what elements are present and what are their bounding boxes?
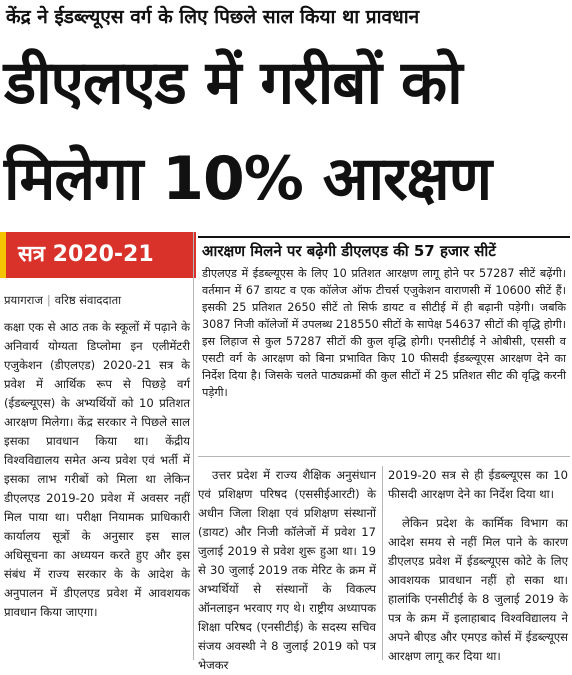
- kicker-headline: केंद्र ने ईडब्ल्यूएस वर्ग के लिए पिछले साल किया था प्रावधान: [6, 6, 420, 28]
- main-headline-line-2: मिलेगा 10% आरक्षण: [4, 144, 492, 214]
- article-column-1: [4, 318, 190, 622]
- badge-accent-tab: [0, 232, 6, 278]
- session-badge-label: सत्र 2020-21: [18, 242, 154, 267]
- byline-author: वरिष्ठ संवाददाता: [54, 293, 122, 307]
- byline-separator: |: [46, 293, 51, 307]
- highlight-box-rule: [198, 456, 570, 457]
- article-column-2: [198, 466, 376, 675]
- article-paragraph: 2019-20 सत्र से ही ईडब्ल्यूएस का 10 फीसदी आरक्षण देने का निर्देश दिया था।: [388, 468, 568, 501]
- article-paragraph: कक्षा एक से आठ तक के स्कूलों में पढ़ाने के अनिवार्य योग्यता डिप्लोमा इन एलीमेंटरी एजुकेशन (डीएलएड) 2020-21 सत्र के प्रवेश में आर्थिक रूप से पिछड़े वर्ग (ईडब्ल्यूएस) के अभ्यर्थियों को 10 प्रतिशत आरक्षण मिलेगा। केंद्र सरकार ने पिछले साल इसका प्रावधान किया था। केंद्रीय विश्वविद्यालय समेत अन्य प्रवेश एवं भर्ती में इसका लाभ गरीबों को मिला था लेकिन डीएलएड 2019-20 प्रवेश में अवसर नहीं मिल पाया था। परीक्षा नियामक प्राधिकारी कार्यालय सूत्रों के अनुसार इस साल अधिसूचना का अध्ययन करते हुए और इस संबंध में राज्य सरकार के के आदेश के अनुपालन में डीएलएड प्रवेश में आवशयक प्रावधान किया जाएगा।: [4, 320, 190, 619]
- article-column-3: [388, 466, 568, 666]
- highlight-box-title: आरक्षण मिलने पर बढ़ेगी डीएलएड की 57 हजार सीटें: [202, 242, 496, 260]
- article-paragraph: उत्तर प्रदेश में राज्य शैक्षिक अनुसंधान एवं प्रशिक्षण परिषद (एससीईआरटी) के अधीन जिला शिक्षा एवं प्रशिक्षण संस्थानों (डायट) और निजी कॉलेजों में प्रवेश 17 जुलाई 2019 से प्रवेश शुरू हुआ था। 19 से 30 जुलाई 2019 तक मेरिट के क्रम में अभ्यर्थियों से संस्थानों के विकल्प ऑनलाइन भरवाए गए थे। राष्ट्रीय अध्यापक शिक्षा परिषद (एनसीटीई) के सदस्य सचिव संजय अवस्थी ने 8 जुलाई 2019 को पत्र भेजकर: [198, 468, 376, 672]
- main-headline-line-1: डीएलएड में गरीबों को: [4, 48, 462, 118]
- byline-city: प्रयागराज: [4, 293, 43, 307]
- article-paragraph: लेकिन प्रदेश के कार्मिक विभाग का आदेश समय से नहीं मिल पाने के कारण डीएलएड प्रवेश में ईडब्ल्यूएस कोटे के लिए आवशयक प्रावधान नहीं हो सका था। हालांकि एनसीटीई के 8 जुलाई 2019 के पत्र के क्रम में इलाहाबाद विश्वविद्यालय ने अपने बीएड और एमएड कोर्स में ईडब्ल्यूएस आरक्षण लागू कर दिया था।: [388, 516, 568, 663]
- column-divider: [193, 232, 194, 660]
- column-divider: [382, 466, 383, 660]
- highlight-box-text: डीएलएड में ईडब्ल्यूएस के लिए 10 प्रतिशत आरक्षण लागू होने पर 57287 सीटें बढ़ेंगी। वर्तमान में 67 डायट व एक कॉलेज ऑफ टीचर्स एजुकेशन वाराणसी में 10600 सीटें हैं। इसकी 25 प्रतिशत 2650 सीटें तो सिर्फ डायट व सीटीई में ही बढ़ानी पड़ेगी। जबकि 3087 निजी कॉलेजों में उपलब्ध 218550 सीटों के सापेक्ष 54637 सीटों की वृद्धि होगी। इस लिहाज से कुल 57287 सीटों की कुल वृद्धि होगी। एनसीटीई ने ओबीसी, एससी व एसटी वर्ग के आरक्षण को बिना प्रभावित किए 10 फीसदी ईडब्ल्यूएस आरक्षण देने का निर्देश दिया है। जिसके चलते पाठ्यक्रमों की कुल सीटों में 25 प्रतिशत सीट की वृद्धि करनी पड़ेगी।: [202, 267, 566, 399]
- byline: [4, 292, 194, 308]
- highlight-box: [198, 236, 570, 452]
- session-badge: [0, 232, 196, 278]
